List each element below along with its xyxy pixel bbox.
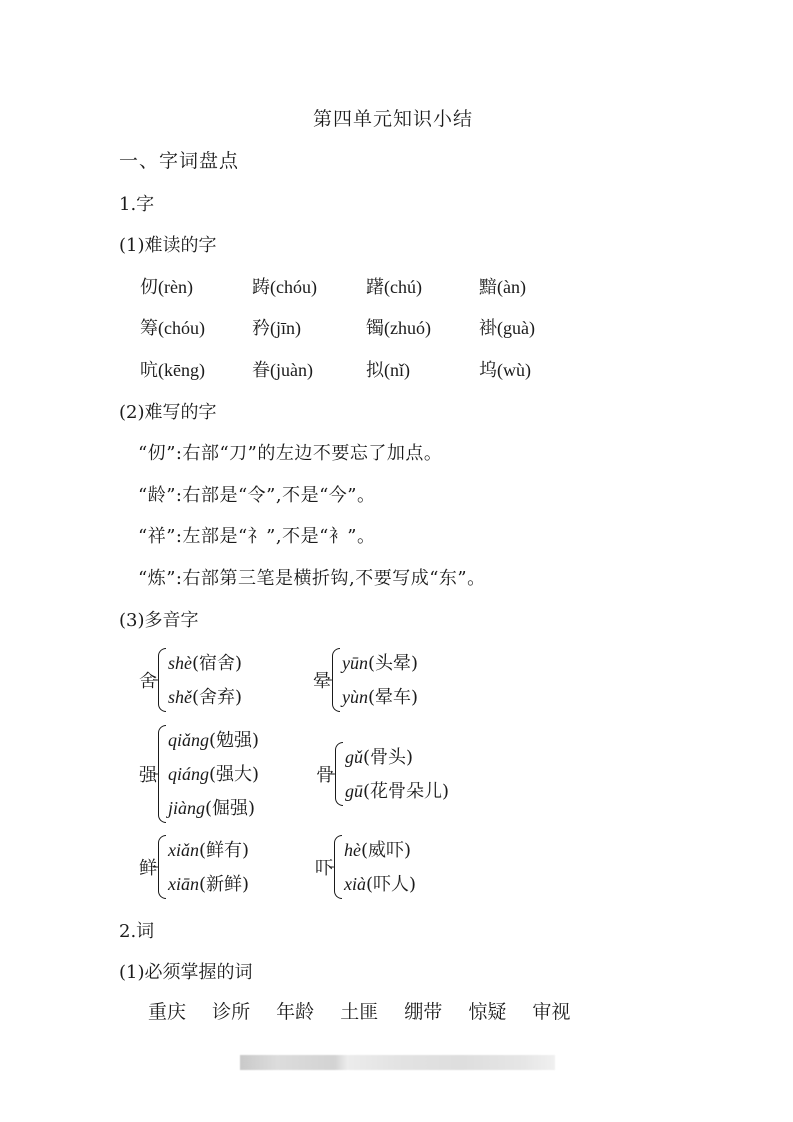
reading xyxy=(168,833,249,867)
subheading-polyphonic: (3)多音字 xyxy=(119,610,199,631)
poly-char: 吓 xyxy=(315,858,333,879)
pinyin: (zhuó) xyxy=(384,318,431,338)
example-word: (晕车) xyxy=(368,687,419,708)
polyphonic-group xyxy=(139,646,242,714)
pinyin: yūn xyxy=(342,653,368,673)
reading xyxy=(342,680,418,714)
pinyin: shě xyxy=(168,687,192,707)
pinyin: (chóu) xyxy=(270,277,317,297)
reading xyxy=(342,646,418,680)
word-item: 审视 xyxy=(532,1001,571,1023)
pinyin: (guà) xyxy=(497,318,535,338)
reading xyxy=(168,791,259,825)
example-word: (舍弃) xyxy=(192,687,243,708)
poly-char: 晕 xyxy=(313,671,331,692)
char: 踌 xyxy=(252,277,270,298)
example-word: (头晕) xyxy=(368,653,419,674)
example-word: (鲜有) xyxy=(199,840,250,861)
char: 仞 xyxy=(140,277,158,298)
char-item xyxy=(366,273,422,299)
pinyin: (chú) xyxy=(384,277,422,297)
example-word: (吓人) xyxy=(366,874,417,895)
polyphonic-group xyxy=(316,740,449,808)
example-word: (勉强) xyxy=(209,730,260,751)
writing-note: “祥”:左部是“礻”,不是“衤”。 xyxy=(138,526,376,547)
subheading-words: 2.词 xyxy=(119,921,155,942)
char: 眷 xyxy=(252,360,270,381)
example-word: (倔强) xyxy=(205,798,256,819)
char-item xyxy=(479,273,526,299)
word-item: 惊疑 xyxy=(468,1001,507,1023)
poly-char: 强 xyxy=(139,765,157,786)
polyphonic-group xyxy=(139,833,249,901)
brace-icon xyxy=(158,648,166,712)
pinyin: shè xyxy=(168,653,192,673)
writing-note: “龄”:右部是“令”,不是“今”。 xyxy=(138,485,376,506)
polyphonic-group xyxy=(139,723,259,825)
char: 褂 xyxy=(479,318,497,339)
char: 筹 xyxy=(140,318,158,339)
char: 躇 xyxy=(366,277,384,298)
example-word: (花骨朵儿) xyxy=(363,781,450,802)
reading xyxy=(168,867,249,901)
subheading-characters: 1.字 xyxy=(119,194,155,215)
reading xyxy=(344,833,416,867)
word-list xyxy=(148,997,590,1024)
brace-icon xyxy=(335,742,343,806)
word-item: 诊所 xyxy=(212,1001,251,1023)
word-item: 重庆 xyxy=(148,1001,187,1023)
polyphonic-group xyxy=(315,833,416,901)
pinyin: (rèn) xyxy=(158,277,193,297)
brace-icon xyxy=(334,835,342,899)
char: 坞 xyxy=(479,360,497,381)
reading xyxy=(168,723,259,757)
char-item xyxy=(366,356,410,382)
poly-char: 鲜 xyxy=(139,858,157,879)
blurred-footer-watermark xyxy=(240,1055,555,1070)
word-item: 绷带 xyxy=(404,1001,443,1023)
pinyin: (jīn) xyxy=(270,318,301,338)
polyphonic-group xyxy=(313,646,418,714)
char-item xyxy=(479,314,535,340)
char: 黯 xyxy=(479,277,497,298)
char: 矜 xyxy=(252,318,270,339)
section-heading-vocabulary: 一、字词盘点 xyxy=(119,150,240,172)
brace-icon xyxy=(158,835,166,899)
brace-icon xyxy=(158,725,166,823)
char-item xyxy=(140,314,205,340)
char: 拟 xyxy=(366,360,384,381)
page-title: 第四单元知识小结 xyxy=(313,108,474,130)
char-item xyxy=(366,314,431,340)
reading xyxy=(168,680,242,714)
char-item xyxy=(140,356,205,382)
reading xyxy=(344,867,416,901)
pinyin: qiǎng xyxy=(168,730,210,750)
pinyin: yùn xyxy=(342,687,368,707)
pinyin: gǔ xyxy=(345,747,363,767)
subheading-must-master: (1)必须掌握的词 xyxy=(119,962,253,983)
char-item xyxy=(140,273,193,299)
char-item xyxy=(252,273,317,299)
char-item xyxy=(252,314,301,340)
pinyin: xià xyxy=(344,874,366,894)
subheading-hard-to-read: (1)难读的字 xyxy=(119,235,217,256)
word-item: 土匪 xyxy=(340,1001,379,1023)
pinyin: xiǎn xyxy=(168,840,199,860)
reading xyxy=(345,774,449,808)
pinyin: (nǐ) xyxy=(384,360,410,380)
writing-note: “仞”:右部“刀”的左边不要忘了加点。 xyxy=(138,443,443,464)
pinyin: (juàn) xyxy=(270,360,313,380)
example-word: (威吓) xyxy=(361,840,412,861)
example-word: (宿舍) xyxy=(192,653,243,674)
char-item xyxy=(252,356,313,382)
pinyin: (wù) xyxy=(497,360,531,380)
char: 镯 xyxy=(366,318,384,339)
pinyin: hè xyxy=(344,840,361,860)
example-word: (新鲜) xyxy=(199,874,250,895)
pinyin: qiáng xyxy=(168,764,210,784)
pinyin: xiān xyxy=(168,874,199,894)
reading xyxy=(345,740,449,774)
poly-char: 舍 xyxy=(139,671,157,692)
pinyin: jiàng xyxy=(168,798,206,818)
poly-char: 骨 xyxy=(316,765,334,786)
reading xyxy=(168,646,242,680)
example-word: (骨头) xyxy=(363,747,414,768)
pinyin: gū xyxy=(345,781,363,801)
word-item: 年龄 xyxy=(276,1001,315,1023)
example-word: (强大) xyxy=(209,764,260,785)
pinyin: (chóu) xyxy=(158,318,205,338)
writing-note: “炼”:右部第三笔是横折钩,不要写成“东”。 xyxy=(138,568,486,589)
char-item xyxy=(479,356,531,382)
char: 吭 xyxy=(140,360,158,381)
brace-icon xyxy=(332,648,340,712)
subheading-hard-to-write: (2)难写的字 xyxy=(119,402,217,423)
pinyin: (kēng) xyxy=(158,360,205,380)
pinyin: (àn) xyxy=(497,277,526,297)
reading xyxy=(168,757,259,791)
